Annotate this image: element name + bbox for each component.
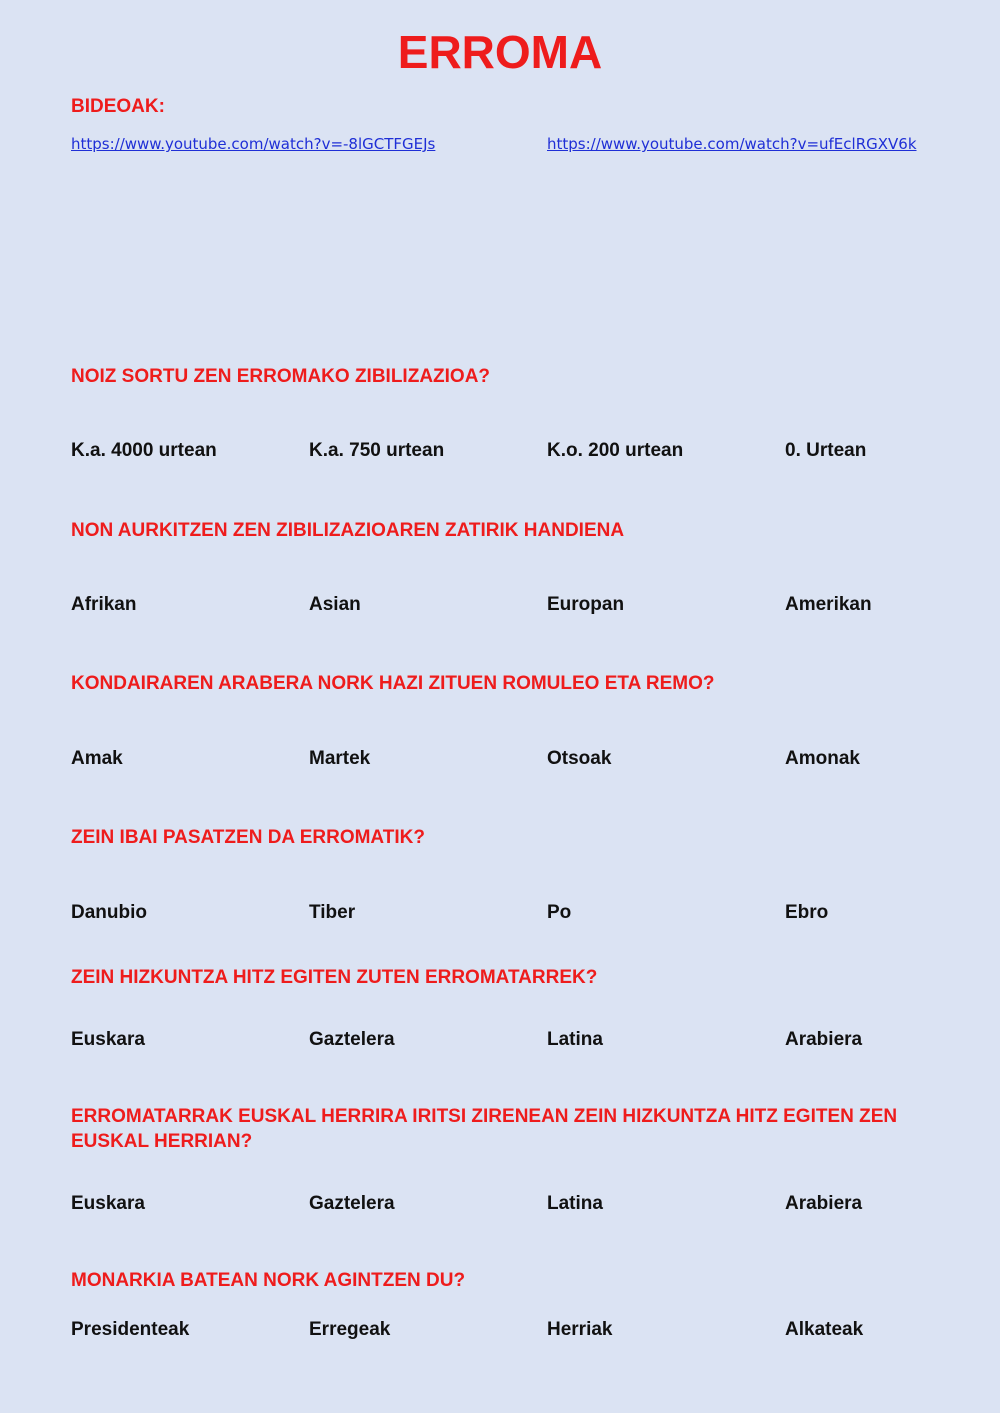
answer-option[interactable]: Tiber: [309, 902, 356, 923]
answer-option[interactable]: Danubio: [71, 902, 147, 923]
question-5: ZEIN HIZKUNTZA HITZ EGITEN ZUTEN ERROMATARREK?: [71, 967, 598, 988]
answer-option[interactable]: Ebro: [785, 902, 829, 923]
answer-option[interactable]: Erregeak: [309, 1319, 391, 1340]
question-4: ZEIN IBAI PASATZEN DA ERROMATIK?: [71, 827, 425, 848]
answer-options-5: [71, 1029, 971, 1055]
answer-options-2: [71, 594, 971, 620]
answer-options-6: [71, 1193, 971, 1219]
answer-option[interactable]: K.a. 750 urtean: [309, 440, 445, 461]
answer-option[interactable]: Amerikan: [785, 594, 872, 615]
question-6: ERROMATARRAK EUSKAL HERRIRA IRITSI ZIRENEAN ZEIN HIZKUNTZA HITZ EGITEN ZEN EUSKAL HERRIAN?: [71, 1106, 898, 1152]
answer-option[interactable]: Amak: [71, 748, 123, 769]
answer-option[interactable]: Asian: [309, 594, 361, 615]
answer-option[interactable]: Martek: [309, 748, 371, 769]
answer-options-3: [71, 748, 971, 774]
answer-option[interactable]: K.a. 4000 urtean: [71, 440, 217, 461]
answer-option[interactable]: Afrikan: [71, 594, 137, 615]
answer-options-1: [71, 440, 971, 466]
question-3: KONDAIRAREN ARABERA NORK HAZI ZITUEN ROMULEO ETA REMO?: [71, 673, 715, 694]
answer-option[interactable]: Euskara: [71, 1193, 145, 1214]
video-link-1[interactable]: https://www.youtube.com/watch?v=-8lGCTFGEJs: [71, 135, 436, 153]
answer-option[interactable]: Latina: [547, 1193, 603, 1214]
answer-option[interactable]: Alkateak: [785, 1319, 864, 1340]
answer-option[interactable]: Presidenteak: [71, 1319, 190, 1340]
answer-option[interactable]: Gaztelera: [309, 1029, 395, 1050]
video-link-2[interactable]: https://www.youtube.com/watch?v=ufEclRGXV6k: [547, 135, 917, 153]
answer-option[interactable]: Po: [547, 902, 572, 923]
videos-heading: BIDEOAK:: [71, 96, 165, 117]
answer-options-7: [71, 1319, 971, 1345]
answer-option[interactable]: Gaztelera: [309, 1193, 395, 1214]
question-2: NON AURKITZEN ZEN ZIBILIZAZIOAREN ZATIRIK HANDIENA: [71, 520, 625, 541]
answer-option[interactable]: K.o. 200 urtean: [547, 440, 684, 461]
answer-option[interactable]: Arabiera: [785, 1193, 863, 1214]
question-1: NOIZ SORTU ZEN ERROMAKO ZIBILIZAZIOA?: [71, 366, 491, 387]
answer-option[interactable]: Arabiera: [785, 1029, 863, 1050]
answer-option[interactable]: Otsoak: [547, 748, 612, 769]
answer-option[interactable]: Euskara: [71, 1029, 145, 1050]
answer-option[interactable]: Europan: [547, 594, 625, 615]
question-7: MONARKIA BATEAN NORK AGINTZEN DU?: [71, 1270, 466, 1291]
answer-option[interactable]: 0. Urtean: [785, 440, 867, 461]
page-title: ERROMA: [397, 26, 603, 78]
answer-option[interactable]: Latina: [547, 1029, 603, 1050]
answer-options-4: [71, 902, 971, 928]
answer-option[interactable]: Herriak: [547, 1319, 613, 1340]
answer-option[interactable]: Amonak: [785, 748, 860, 769]
